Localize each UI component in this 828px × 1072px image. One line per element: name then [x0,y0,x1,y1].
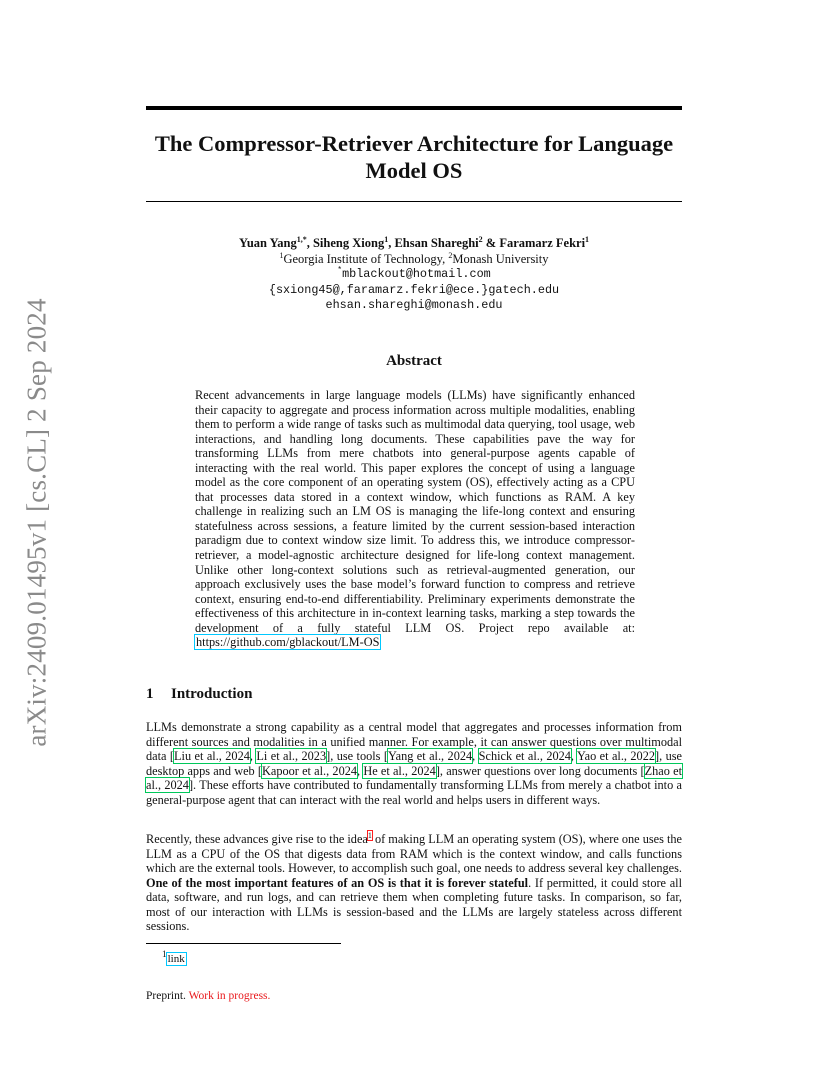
author-separator: , [388,236,395,250]
citation-link[interactable]: He et al., 2024 [363,763,436,778]
author-4-mark: 1 [585,234,590,244]
author-block [146,236,682,314]
title-bottom-rule [146,201,682,202]
section-number: 1 [146,686,154,702]
body-text: , [357,763,364,778]
author-3-mark: 2 [478,234,483,244]
paper-title: The Compressor-Retriever Architecture for Language Model OS [154,131,674,183]
affiliation-2: Monash University [452,251,549,266]
citation-link[interactable]: Yao et al., 2022 [576,749,655,763]
affiliation-1: Georgia Institute of Technology, [283,251,449,266]
project-repo-link[interactable]: https://github.com/gblackout/LM-OS [196,635,380,650]
body-text: ], answer questions over long documents [ [435,763,645,778]
citation-link[interactable]: Schick et al., 2024 [478,749,571,763]
body-text: , [472,749,479,763]
preprint-note [146,990,270,1002]
body-text: Recently, these advances give rise to the idea [146,832,368,846]
body-text: ]. These efforts have contributed to fundamentally transforming LLMs from merely a chatbot into a general-purpose agent that can interact with the real world and helps users in different ways. [146,778,682,807]
body-text: , [249,749,257,763]
author-1-mark: 1,* [296,234,307,244]
abstract-text: Recent advancements in large language models (LLMs) have significantly enhanced their capacity to aggregate and process information across multiple modalities, enabling them to perform a wide range of tasks such as multimodal data querying, tool usage, web interactions, and handling long documents. These capabilities pave the way for transforming LLMs from mere chatbots into general-purpose agents capable of interacting with the real world. This paper explores the concept of using a language model as the core component of an operating system (OS), effectively acting as a CPU that processes data stored in a context window, which functions as RAM. A key challenge in realizing such an LM OS is managing the life-long context and ensuring statefulness across sessions, a feature limited by the current session-based interaction paradigm due to context window size limit. To address this, we introduce compressor-retriever, a model-agnostic architecture designed for life-long context management. Unlike other long-context solutions such as retrieval-augmented generation, our approach exclusively uses the base model’s forward function to compress and retrieve context, ensuring end-to-end differentiability. Preliminary experiments demonstrate the effectiveness of this architecture in in-context learning tasks, marking a step towards the development of a fully stateful LLM OS. Project repo available at: [195,388,635,635]
arxiv-sidebar-stamp [19,295,55,750]
footnote-number: 1 [162,949,167,959]
arxiv-identifier: arXiv:2409.01495v1 [cs.CL] 2 Sep 2024 [21,298,52,747]
author-3: Ehsan Shareghi [394,236,479,250]
email-2: {sxiong45@,faramarz.fekri@ece.}gatech.edu [268,282,560,297]
citation-link[interactable]: Zhao et al., 2024 [146,763,682,792]
footnote-link[interactable]: link [167,952,185,965]
citation-link[interactable]: Yang et al., 2024 [387,749,473,763]
abstract-heading: Abstract [386,353,442,369]
preprint-label: Preprint. [146,990,189,1002]
body-text: of making LLM an operating system (OS), where one uses the LLM as a CPU of the OS that digests data from RAM which is the context window, and calls functions which are the external tools. However, to accomplish such goal, one needs to address several key challenges. [146,832,682,875]
intro-paragraph-1 [146,720,682,807]
affiliation-1-mark: 1 [279,250,284,260]
citation-link[interactable]: Kapoor et al., 2024 [262,763,358,778]
affiliations [146,252,682,268]
footnote [162,949,186,965]
intro-paragraph-2 [146,832,682,934]
body-text: , [570,749,577,763]
email-1: mblackout@hotmail.com [342,267,491,281]
abstract-body [195,388,635,650]
body-text: ], use tools [ [326,749,388,763]
section-title: Introduction [171,686,253,702]
title-top-rule [146,106,682,110]
footnote-rule [146,943,341,944]
author-2: Siheng Xiong [312,236,385,250]
footnote-ref-link[interactable]: 1 [367,830,372,840]
citation-link[interactable]: Li et al., 2023 [256,749,327,763]
email-3: ehsan.shareghi@monash.edu [325,298,503,312]
body-bold-text: One of the most important features of an OS is that it is forever stateful [146,875,529,890]
body-text: . If permitted, it could store all data, software, and run logs, and can retrieve them when completing future tasks. In comparison, so far, most of our interaction with LLMs is session-based and the LLMs are largely stateless across different sessions. [146,875,682,933]
author-separator: , [306,236,313,250]
author-1: Yuan Yang [238,236,297,250]
body-text: ], use desktop apps and web [ [146,749,682,778]
affiliation-2-mark: 2 [448,250,453,260]
work-in-progress-label: Work in progress. [188,990,271,1002]
author-separator: & [482,236,500,250]
citation-link[interactable]: Liu et al., 2024 [174,749,250,763]
author-4: Faramarz Fekri [499,236,586,250]
body-text: LLMs demonstrate a strong capability as a central model that aggregates and processes information from different sources and modalities in a unified manner. For example, it can answer questions over multimodal data [ [146,720,682,763]
email-1-line [146,267,682,283]
author-names [146,236,682,252]
author-2-mark: 1 [384,234,389,244]
section-heading-introduction [146,686,252,703]
email-star-mark: * [337,266,343,276]
